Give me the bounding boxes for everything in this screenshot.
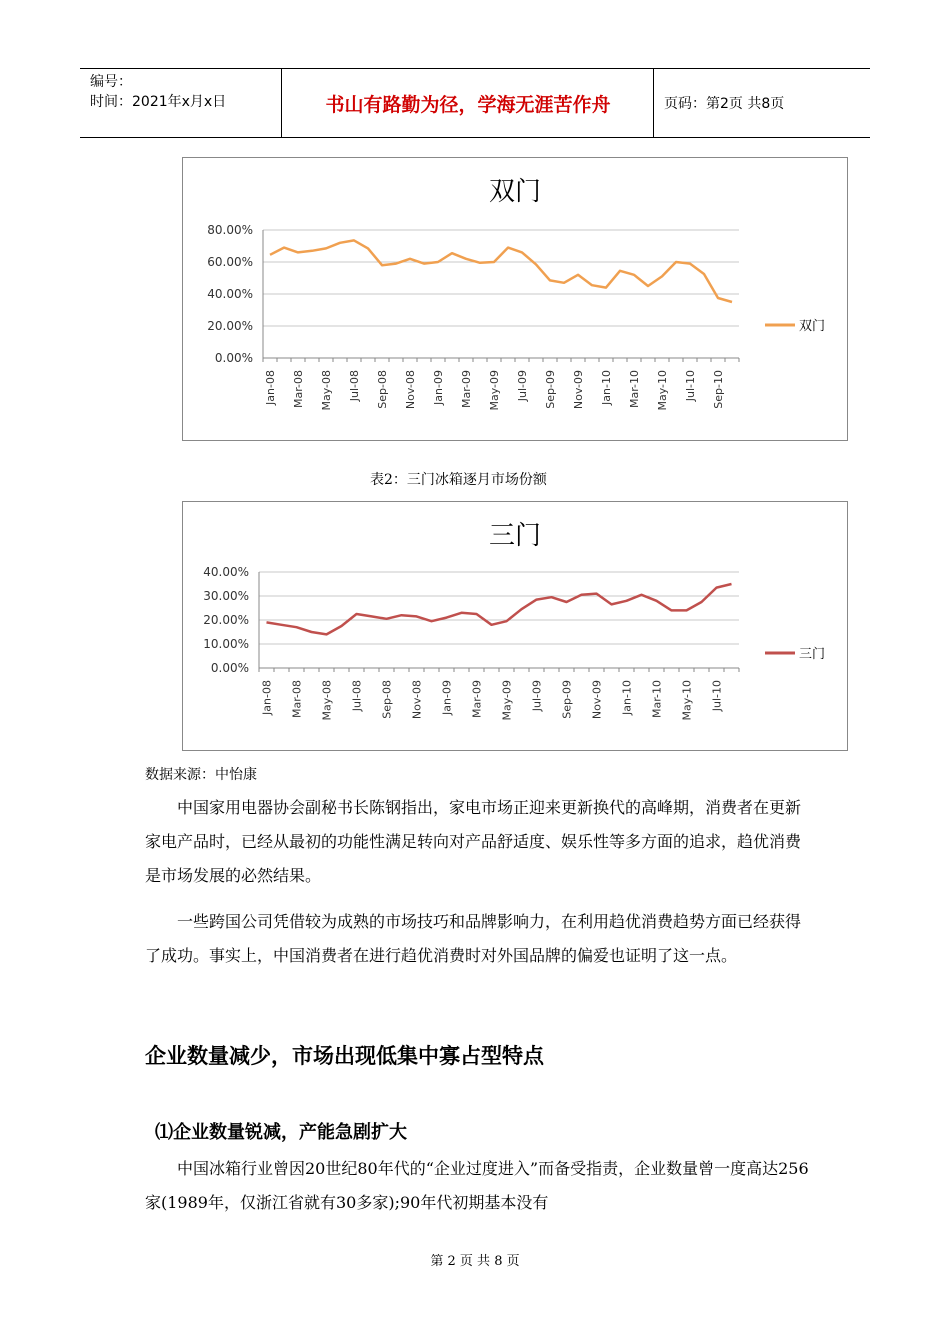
legend-label: 三门: [799, 647, 826, 662]
paragraph-2: 一些跨国公司凭借较为成熟的市场技巧和品牌影响力，在利用趋优消费趋势方面已经获得了成功。事实上，中国消费者在进行趋优消费时对外国品牌的偏爱也证明了这一点。: [145, 912, 802, 965]
header-time: 时间：2021年x月x日: [90, 94, 227, 110]
header-page-info: 页码：第2页 共8页: [664, 96, 785, 112]
caption-table2: 表2：三门冰箱逐月市场份额: [370, 472, 547, 488]
y-tick-label: 80.00%: [207, 223, 253, 237]
section-heading: 企业数量减少，市场出现低集中寡占型特点: [145, 1044, 544, 1068]
x-tick-label: May-08: [320, 370, 333, 411]
page-header: [80, 68, 870, 138]
x-tick-label: May-09: [500, 680, 514, 721]
x-tick-label: May-10: [680, 680, 694, 721]
y-tick-label: 0.00%: [214, 351, 253, 365]
x-tick-label: Nov-09: [590, 680, 604, 720]
x-tick-label: Mar-08: [292, 370, 305, 409]
y-tick-label: 30.00%: [203, 589, 249, 603]
y-tick-label: 20.00%: [207, 319, 253, 333]
x-tick-label: Jan-08: [264, 370, 277, 405]
x-tick-label: May-10: [656, 370, 669, 411]
x-tick-label: Mar-10: [628, 370, 641, 409]
chart-triple-door-svg: [183, 502, 847, 750]
x-tick-label: Sep-08: [376, 370, 389, 409]
x-tick-label: Nov-09: [572, 370, 585, 410]
header-info-cell: [80, 69, 282, 137]
y-tick-label: 10.00%: [203, 637, 249, 651]
x-tick-label: Jul-10: [710, 680, 724, 712]
x-tick-label: Jan-08: [260, 680, 274, 715]
x-tick-label: Nov-08: [404, 370, 417, 410]
header-motto: 书山有路勤为径，学海无涯苦作舟: [283, 69, 654, 137]
y-tick-label: 20.00%: [203, 613, 249, 627]
x-tick-label: Jul-08: [350, 680, 364, 712]
x-tick-label: Mar-09: [460, 370, 473, 409]
x-tick-label: Jan-09: [432, 370, 445, 405]
x-tick-label: Sep-10: [712, 370, 725, 409]
chart-title: 三门: [488, 521, 542, 551]
x-tick-label: May-08: [320, 680, 334, 721]
series-line: [270, 240, 732, 302]
x-tick-label: May-09: [488, 370, 501, 411]
data-source: 数据来源：中怡康: [145, 767, 257, 783]
y-tick-label: 0.00%: [210, 661, 249, 675]
x-tick-label: Sep-08: [380, 680, 394, 719]
x-tick-label: Mar-08: [290, 680, 304, 719]
paragraph-3: 中国冰箱行业曾因20世纪80年代的“企业过度进入”而备受指责，企业数量曾一度高达256家(1989年，仅浙江省就有30多家);90年代初期基本没有: [145, 1159, 809, 1212]
y-tick-label: 40.00%: [207, 287, 253, 301]
legend-label: 双门: [799, 319, 826, 334]
paragraph-1: 中国家用电器协会副秘书长陈钢指出，家电市场正迎来更新换代的高峰期，消费者在更新家电产品时，已经从最初的功能性满足转向对产品舒适度、娱乐性等多方面的追求，趋优消费是市场发展的必然结果。: [145, 798, 802, 885]
x-tick-label: Jul-09: [516, 370, 529, 402]
y-tick-label: 60.00%: [207, 255, 253, 269]
chart-title: 双门: [488, 177, 542, 207]
x-tick-label: Jan-10: [600, 370, 613, 405]
series-line: [267, 584, 732, 634]
chart-triple-door: [182, 501, 848, 751]
x-tick-label: Jan-10: [620, 680, 634, 715]
x-tick-label: Jan-09: [440, 680, 454, 715]
x-tick-label: Sep-09: [544, 370, 557, 409]
x-tick-label: Nov-08: [410, 680, 424, 720]
subsection-heading: ⑴企业数量锐减，产能急剧扩大: [155, 1122, 407, 1143]
x-tick-label: Mar-09: [470, 680, 484, 719]
x-tick-label: Mar-10: [650, 680, 664, 719]
x-tick-label: Jul-08: [348, 370, 361, 402]
header-number: 编号：: [90, 74, 132, 90]
x-tick-label: Jul-09: [530, 680, 544, 712]
y-tick-label: 40.00%: [203, 565, 249, 579]
chart-double-door: [182, 157, 848, 441]
chart-double-door-svg: [183, 158, 847, 440]
x-tick-label: Sep-09: [560, 680, 574, 719]
x-tick-label: Jul-10: [684, 370, 697, 402]
page-footer: 第 2 页 共 8 页: [430, 1254, 520, 1269]
